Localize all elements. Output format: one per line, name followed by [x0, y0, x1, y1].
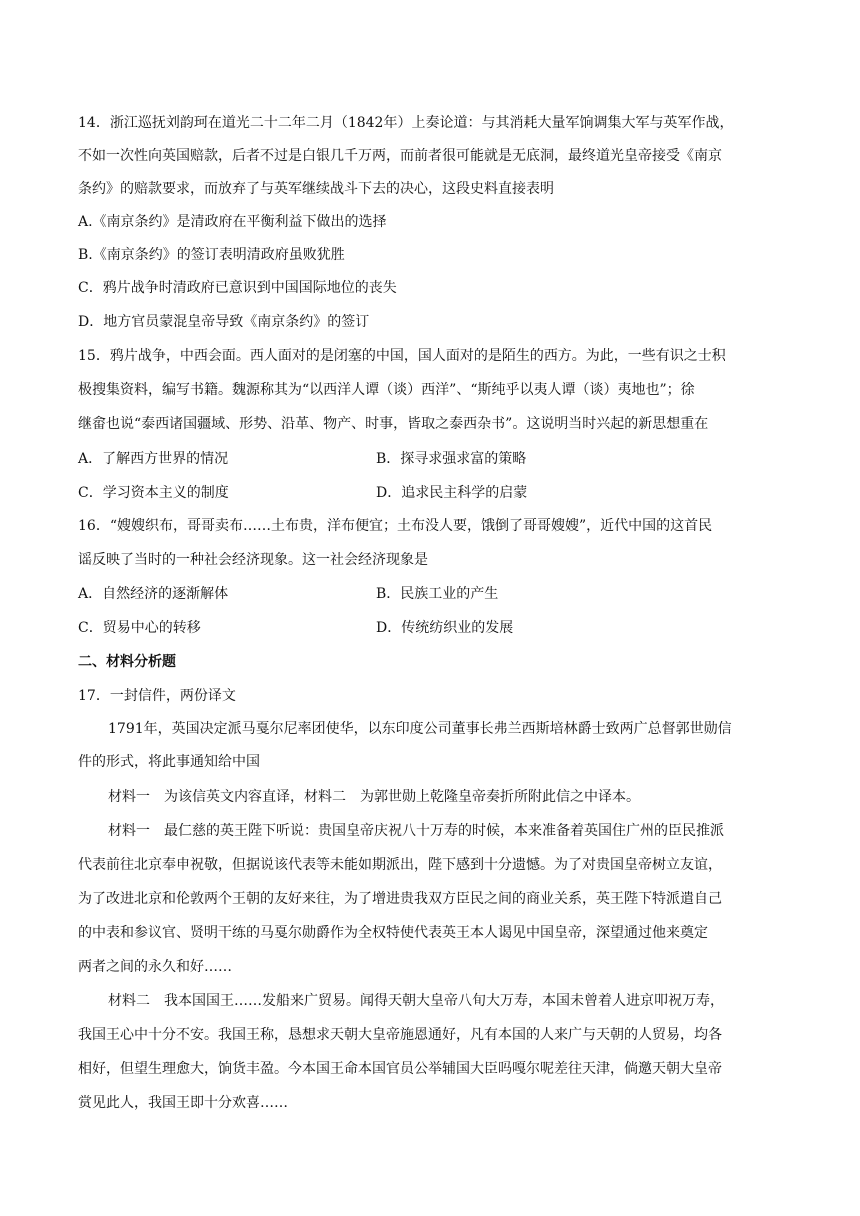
q17-intro-line-2: 件的形式，将此事通知给中国: [78, 754, 260, 770]
q17-material1-line-2: 代表前往北京奉申祝敬，但据说该代表等未能如期派出，陛下感到十分遗憾。为了对贵国皇帝树立友谊，: [78, 857, 722, 873]
q17-note: 材料一 为该信英文内容直译，材料二 为郭世勋上乾隆皇帝奏折所附此信之中译本。: [108, 789, 640, 805]
q17-material2-line-2: 我国王心中十分不安。我国王称，恳想求天朝大皇帝施恩通好，凡有本国的人来广与天朝的人贸易，均各: [78, 1027, 722, 1043]
q15-option-c: C．学习资本主义的制度: [78, 485, 229, 501]
q17-material2-line-3: 相好，但望生理愈大，饷货丰盈。今本国王命本国官员公举辅国大臣吗嘎尔呢差往天津，倘邀天朝大皇帝: [78, 1061, 722, 1077]
q17-stem: 17．一封信件，两份译文: [78, 688, 236, 704]
q17-material2-line-4: 赏见此人，我国王即十分欢喜……: [78, 1095, 288, 1111]
q16-option-c: C．贸易中心的转移: [78, 620, 201, 636]
q14-option-c: C．鸦片战争时清政府已意识到中国国际地位的丧失: [78, 280, 397, 296]
q17-material1-line-4: 的中表和参议官、贤明干练的马戛尔勋爵作为全权特使代表英王本人谒见中国皇帝，深望通过他来奠定: [78, 925, 708, 941]
q14-stem-line-1: 14．浙江巡抚刘韵珂在道光二十二年二月（1842年）上奏论道：与其消耗大量军饷调集大军与英军作战，: [78, 115, 734, 131]
q15-option-a: A．了解西方世界的情况: [78, 451, 229, 467]
q14-option-d: D．地方官员蒙混皇帝导致《南京条约》的签订: [78, 314, 370, 330]
q14-stem-line-2: 不如一次性向英国赔款，后者不过是白银几千万两，而前者很可能就是无底洞，最终道光皇帝接受《南京: [78, 148, 722, 164]
q17-intro-line-1: 1791年，英国决定派马戛尔尼率团使华，以东印度公司董事长弗兰西斯培林爵士致两广总督郭世勋信: [108, 721, 732, 737]
q17-material1-line-3: 为了改进北京和伦敦两个王朝的友好来往，为了增进贵我双方臣民之间的商业关系，英王陛下特派遣自己: [78, 891, 722, 907]
q16-option-d: D．传统纺织业的发展: [376, 620, 514, 636]
q17-material1-line-5: 两者之间的永久和好……: [78, 959, 232, 975]
section-title: 二、材料分析题: [78, 654, 176, 670]
q16-option-a: A．自然经济的逐渐解体: [78, 586, 229, 602]
q17-material2-line-1: 材料二 我本国国王……发船来广贸易。闻得天朝大皇帝八旬大万寿，本国未曾着人进京叩祝万寿，: [108, 993, 724, 1009]
q14-stem-line-3: 条约》的赔款要求，而放弃了与英军继续战斗下去的决心，这段史料直接表明: [78, 181, 554, 197]
q16-option-b: B．民族工业的产生: [376, 586, 499, 602]
q15-stem-line-2: 极搜集资料，编写书籍。魏源称其为“以西洋人谭（谈）西洋”、“斯纯乎以夷人谭（谈）夷地也”；徐: [78, 382, 695, 398]
q17-material1-line-1: 材料一 最仁慈的英王陛下听说：贵国皇帝庆祝八十万寿的时候，本来准备着英国住广州的臣民推派: [108, 823, 724, 839]
q14-option-a: A.《南京条约》是清政府在平衡利益下做出的选择: [78, 214, 387, 230]
q15-stem-line-3: 继畲也说“泰西诸国疆域、形势、沿革、物产、时事，皆取之泰西杂书”。这说明当时兴起的新思想重在: [78, 416, 709, 432]
q15-stem-line-1: 15．鸦片战争，中西会面。西人面对的是闭塞的中国，国人面对的是陌生的西方。为此，一些有识之士积: [78, 348, 726, 364]
q15-option-b: B．探寻求强求富的策略: [376, 451, 527, 467]
q15-option-d: D．追求民主科学的启蒙: [376, 485, 528, 501]
q16-stem-line-2: 谣反映了当时的一种社会经济现象。这一社会经济现象是: [78, 552, 428, 568]
q16-stem-line-1: 16．“嫂嫂织布，哥哥卖布……土布贵，洋布便宜；土布没人要，饿倒了哥哥嫂嫂”，近代中国的这首民: [78, 518, 713, 534]
q14-option-b: B.《南京条约》的签订表明清政府虽败犹胜: [78, 247, 345, 263]
